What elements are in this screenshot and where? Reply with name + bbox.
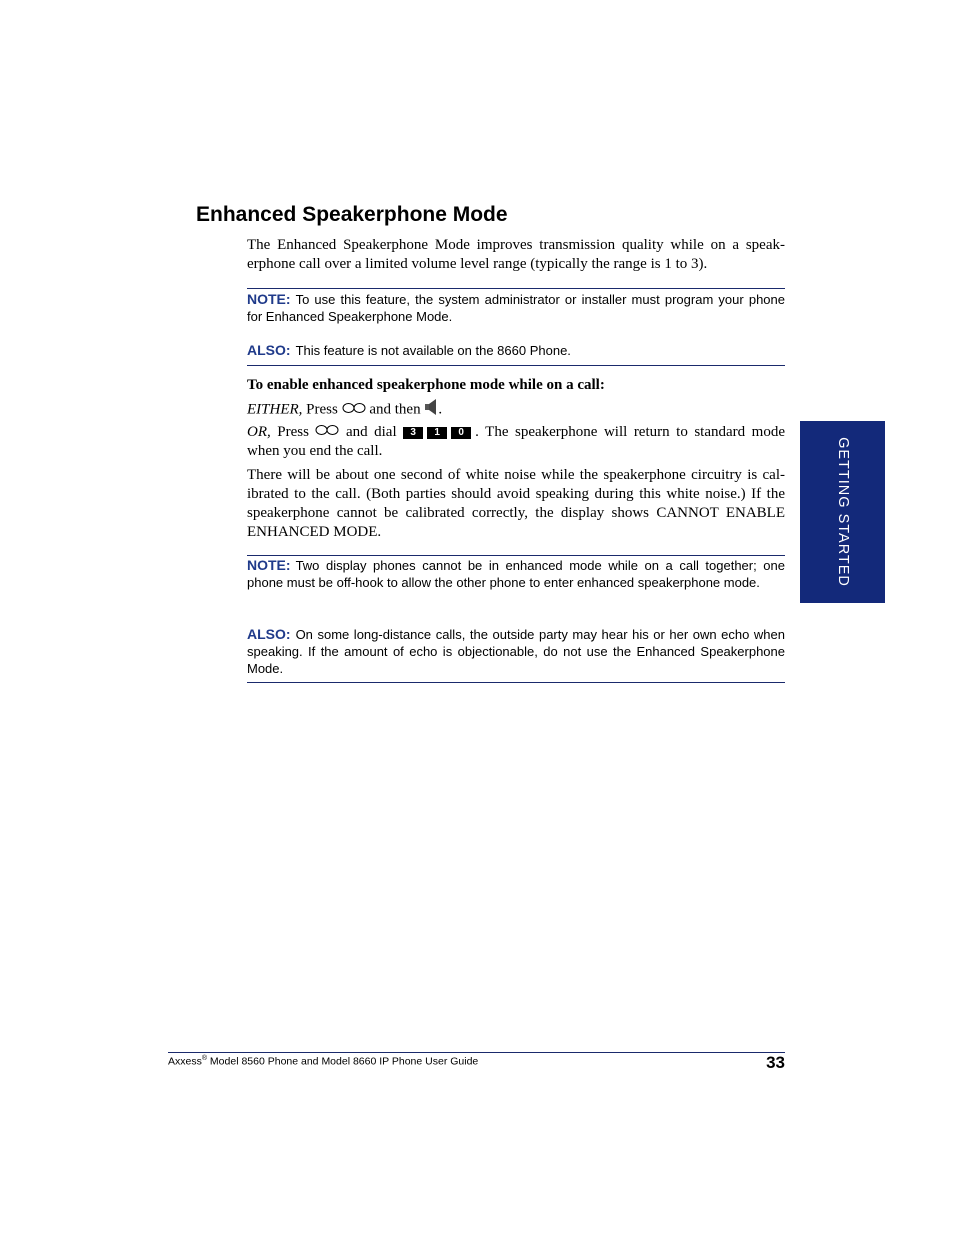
procedure-either [247, 398, 785, 422]
page-title: Enhanced Speakerphone Mode [196, 203, 508, 226]
procedure-or [247, 423, 785, 461]
press-text: Press [277, 424, 309, 440]
footer-brand: Axxess [168, 1055, 202, 1068]
page-number: 33 [766, 1053, 785, 1072]
also-1 [247, 342, 785, 359]
either-label: EITHER, [247, 401, 303, 418]
note-text: Two display phones cannot be in enhanced mode while on a call together; one phone must be off-hook to allow the other phone to enter enhanced speakerphone mode. [247, 558, 785, 590]
note-label: NOTE: [247, 291, 291, 307]
intro-paragraph: The Enhanced Speakerphone Mode improves transmission quality while on a speak-erphone call over a limited volume level range (typically the range is 1 to 3). [247, 237, 785, 272]
section-tab-label: GETTING STARTED [834, 437, 851, 587]
procedure-title: To enable enhanced speakerphone mode while on a call: [247, 377, 605, 393]
dial-key-3: 3 [403, 427, 423, 439]
dial-key-0: 0 [451, 427, 471, 439]
note2-bottom-rule [247, 682, 785, 683]
feature-key-icon [342, 401, 366, 420]
either-end: . [438, 401, 443, 418]
note-text: To use this feature, the system administrator or installer must program your phone for Enhanced Speakerphone Mode. [247, 292, 785, 324]
footer-title [168, 1055, 478, 1068]
footer-reg-mark: ® [201, 1055, 208, 1062]
press-text: Press [306, 401, 338, 418]
also-text: This feature is not available on the 8660 Phone. [295, 343, 571, 358]
white-noise-paragraph: There will be about one second of white noise while the speakerphone circuitry is cal-ibrated to the call. (Both parties should avoid speaking during this white noise.) If the speakerphone cannot be calibrated correctly, the display shows CANNOT ENABLE ENHANCED MODE. [247, 467, 785, 540]
also-2 [247, 626, 785, 677]
footer-guide-title: Model 8560 Phone and Model 8660 IP Phone User Guide [207, 1055, 479, 1068]
also-label: ALSO: [247, 342, 291, 358]
note-bottom-rule [247, 365, 785, 366]
dial-key-1: 1 [427, 427, 447, 439]
section-side-tab[interactable] [800, 421, 885, 603]
feature-key-icon [315, 423, 339, 442]
note-top-rule [247, 288, 785, 289]
and-then-text: and then [369, 401, 421, 418]
or-label: OR, [247, 424, 271, 440]
speaker-icon [424, 398, 438, 422]
also-label: ALSO: [247, 626, 291, 642]
note-2 [247, 557, 785, 591]
note2-top-rule [247, 555, 785, 556]
footer-rule [168, 1052, 785, 1053]
and-dial-text: and dial [345, 424, 397, 440]
also-text: On some long-distance calls, the outside party may hear his or her own echo when speaking. If the amount of echo is objectionable, do not use the Enhanced Speakerphone Mode. [247, 627, 785, 676]
note-label: NOTE: [247, 557, 291, 573]
or-rest-text: . The speakerphone will return to standard mode when you end the call. [247, 424, 785, 460]
note-1 [247, 291, 785, 325]
